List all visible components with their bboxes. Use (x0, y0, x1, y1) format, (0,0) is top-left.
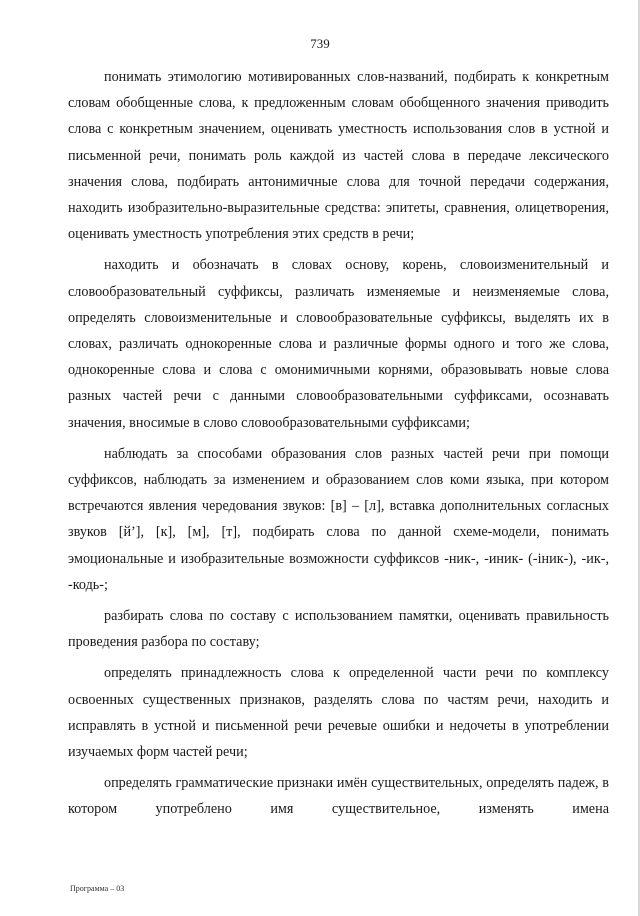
paragraph: определять грамматические признаки имён существительных, определять падеж, в котором употреблено имя существительное, изменять имена (68, 775, 609, 818)
document-body (68, 64, 609, 828)
page-footer: Программа – 03 (70, 884, 125, 893)
paragraph: определять принадлежность слова к определенной части речи по комплексу освоенных существенных признаков, разделять слова по частям речи, находить и исправлять в устной и письменной речи речевые ошибки и недочеты в употреблении изучаемых форм частей речи; (68, 665, 609, 761)
page-number: 739 (310, 36, 330, 51)
paragraph: разбирать слова по составу с использованием памятки, оценивать правильность проведения разбора по составу; (68, 608, 609, 651)
paragraph: наблюдать за способами образования слов разных частей речи при помощи суффиксов, наблюдать за изменением и образованием слов коми языка, при котором встречаются явления чередования звуков: [в] – [л], вставка дополнительных согласных звуков [й’], [к], [м], [т], подбирать слова по данной схеме-модели, понимать эмоциональные и изобразительные возможности суффиксов -ник-, -иник- (-iник-), -ик-, -кодь-; (68, 445, 609, 593)
paragraph: понимать этимологию мотивированных слов-названий, подбирать к конкретным словам обобщенные слова, к предложенным словам обобщенного значения приводить слова с конкретным значением, оценивать уместность использования слов в устной и письменной речи, понимать роль каждой из частей слова в передаче лексического значения слова, подбирать антонимичные слова для точной передачи содержания, находить изобразительно-выразительные средства: эпитеты, сравнения, олицетворения, оценивать уместность употребления этих средств в речи; (68, 69, 609, 243)
paragraph: находить и обозначать в словах основу, корень, словоизменительный и словообразовательный суффиксы, различать изменяемые и неизменяемые слова, определять словоизменительные и словообразовательные суффиксы, выделять их в словах, различать однокоренные слова и различные формы одного и того же слова, однокоренные слова и слова с омонимичными корнями, образовывать новые слова разных частей речи с данными словообразовательными суффиксами, осознавать значения, вносимые в слово словообразовательными суффиксами; (68, 257, 609, 431)
